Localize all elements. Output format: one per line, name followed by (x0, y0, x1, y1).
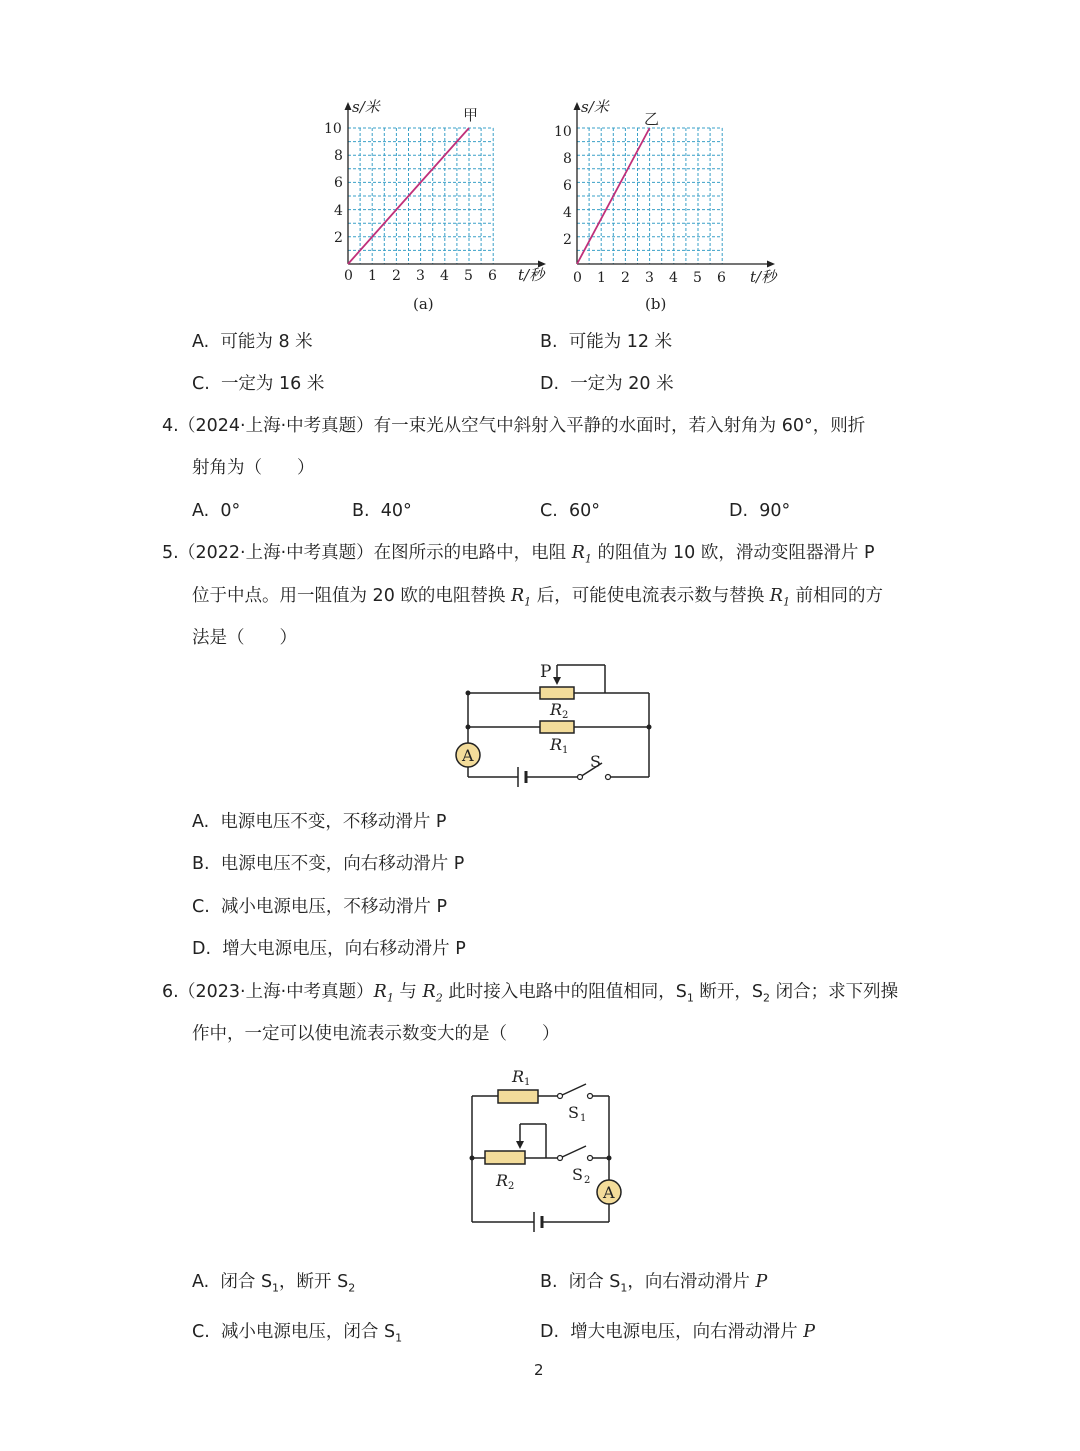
q6-label-r2-sub: 2 (508, 1181, 515, 1192)
q3-option-b: B. 可能为 12 米 (540, 332, 673, 352)
q6-label-r1-sub: 1 (524, 1077, 531, 1088)
q6-label-s2-sub: 2 (584, 1175, 591, 1186)
graph-a-xtick: 4 (440, 268, 449, 284)
graph-a-xtick: 1 (368, 268, 377, 284)
q5-option-c: C. 减小电源电压，不移动滑片 P (192, 897, 448, 917)
q6-circuit (450, 1062, 650, 1242)
q5-option-d: D. 增大电源电压，向右移动滑片 P (192, 939, 466, 959)
q6-label-s1-sub: 1 (580, 1113, 587, 1124)
graph-a-xtick: 0 (344, 268, 353, 284)
page-number: 2 (534, 1361, 544, 1379)
q4-option-b: B. 40° (352, 501, 412, 521)
graph-a (310, 96, 560, 296)
graph-a-caption: (a) (413, 295, 434, 313)
graph-a-ytick: 8 (334, 148, 343, 164)
q4-option-a: A. 0° (192, 501, 241, 521)
q5-label-r2-sub: 2 (562, 710, 569, 721)
graph-b-xtick: 6 (717, 270, 726, 286)
graph-b-xtick: 5 (693, 270, 702, 286)
q5-option-a: A. 电源电压不变，不移动滑片 P (192, 812, 447, 832)
graph-b-ytick: 8 (563, 151, 572, 167)
q5-ammeter-label: A (462, 746, 474, 765)
q5-label-p: P (540, 662, 552, 682)
graph-b-xtick: 2 (621, 270, 630, 286)
q4-option-d: D. 90° (729, 501, 791, 521)
graph-a-xtick: 6 (488, 268, 497, 284)
q6-ammeter-label: A (603, 1183, 615, 1202)
q5-circuit (440, 655, 670, 800)
q6-option-b: B. 闭合 $S_1$，向右滑动滑片 P (540, 1272, 768, 1295)
graph-b-xtick: 3 (645, 270, 654, 286)
graph-b-ytick: 4 (563, 205, 572, 221)
graph-b-ytick: 2 (563, 232, 572, 248)
graph-a-ytick: 2 (334, 230, 343, 246)
q5-label-s: S (590, 752, 601, 771)
graph-b-xlabel: t/秒 (750, 268, 777, 286)
graph-b-caption: (b) (645, 295, 667, 313)
graph-b-line-label: 乙 (644, 110, 660, 128)
q5-stem-line3: 法是（ ） (192, 628, 297, 648)
q6-option-c: C. 减小电源电压，闭合 $S_1$ (192, 1322, 403, 1345)
q4-stem-line2: 射角为（ ） (192, 458, 315, 478)
graph-b-xtick: 0 (573, 270, 582, 286)
q6-r1-resistor (498, 1090, 538, 1103)
q6-stem-line2: 作中，一定可以使电流表示数变大的是（ ） (192, 1024, 560, 1044)
graph-b (540, 96, 790, 296)
q4-option-c: C. 60° (540, 501, 600, 521)
graph-b-ytick: 6 (563, 178, 572, 194)
q5-number: 5. (162, 543, 179, 563)
q3-option-a: A. 可能为 8 米 (192, 332, 313, 352)
graph-a-xtick: 5 (464, 268, 473, 284)
graph-b-xtick: 1 (597, 270, 606, 286)
graph-a-ytick: 4 (334, 203, 343, 219)
q5-label-r1: R (550, 735, 563, 754)
graph-b-ylabel: s/米 (581, 98, 609, 116)
q5-option-b: B. 电源电压不变，向右移动滑片 P (192, 854, 465, 874)
graph-a-ylabel: s/米 (352, 98, 380, 116)
q6-option-d: D. 增大电源电压，向右滑动滑片 P (540, 1322, 816, 1342)
q6-label-r1: R (512, 1067, 525, 1086)
q5-stem-line1: （2022·上海·中考真题）在图所示的电路中，电阻 $R_1$ 的阻值为 10 欧，滑动变阻器滑片 P (178, 543, 875, 566)
graph-a-ytick: 10 (324, 121, 342, 137)
q5-stem-line2: 位于中点。用一阻值为 20 欧的电阻替换 $R_1$ 后，可能使电流表示数与替换 $R_1$ 前相同的方 (192, 586, 884, 609)
graph-a-xtick: 2 (392, 268, 401, 284)
q3-option-d: D. 一定为 20 米 (540, 374, 674, 394)
q5-r1-resistor (540, 721, 574, 733)
graph-a-line-label: 甲 (463, 106, 479, 124)
q4-number: 4. (162, 416, 179, 436)
q6-label-s2: S (572, 1165, 583, 1184)
q4-stem-line1: （2024·上海·中考真题）有一束光从空气中斜射入平静的水面时，若入射角为 60°，则折 (178, 416, 866, 436)
q5-label-r2: R (550, 700, 563, 719)
q6-label-s1: S (568, 1103, 579, 1122)
q6-number: 6. (162, 982, 179, 1002)
graph-b-ytick: 10 (554, 124, 572, 140)
q6-label-r2: R (496, 1171, 509, 1190)
graph-a-xtick: 3 (416, 268, 425, 284)
graph-a-xlabel: t/秒 (518, 266, 545, 284)
q6-option-a: A. 闭合 $S_1$，断开 $S_2$ (192, 1272, 356, 1295)
q5-label-r1-sub: 1 (562, 745, 569, 756)
q6-stem-line1: （2023·上海·中考真题）$R_1$ 与 $R_2$ 此时接入电路中的阻值相同，$S_1$ 断开，$S_2$ 闭合；求下列操 (178, 982, 899, 1005)
q6-r2-resistor (485, 1151, 525, 1164)
q3-option-c: C. 一定为 16 米 (192, 374, 325, 394)
q5-r2-resistor (540, 687, 574, 699)
graph-a-ytick: 6 (334, 175, 343, 191)
graph-b-xtick: 4 (669, 270, 678, 286)
